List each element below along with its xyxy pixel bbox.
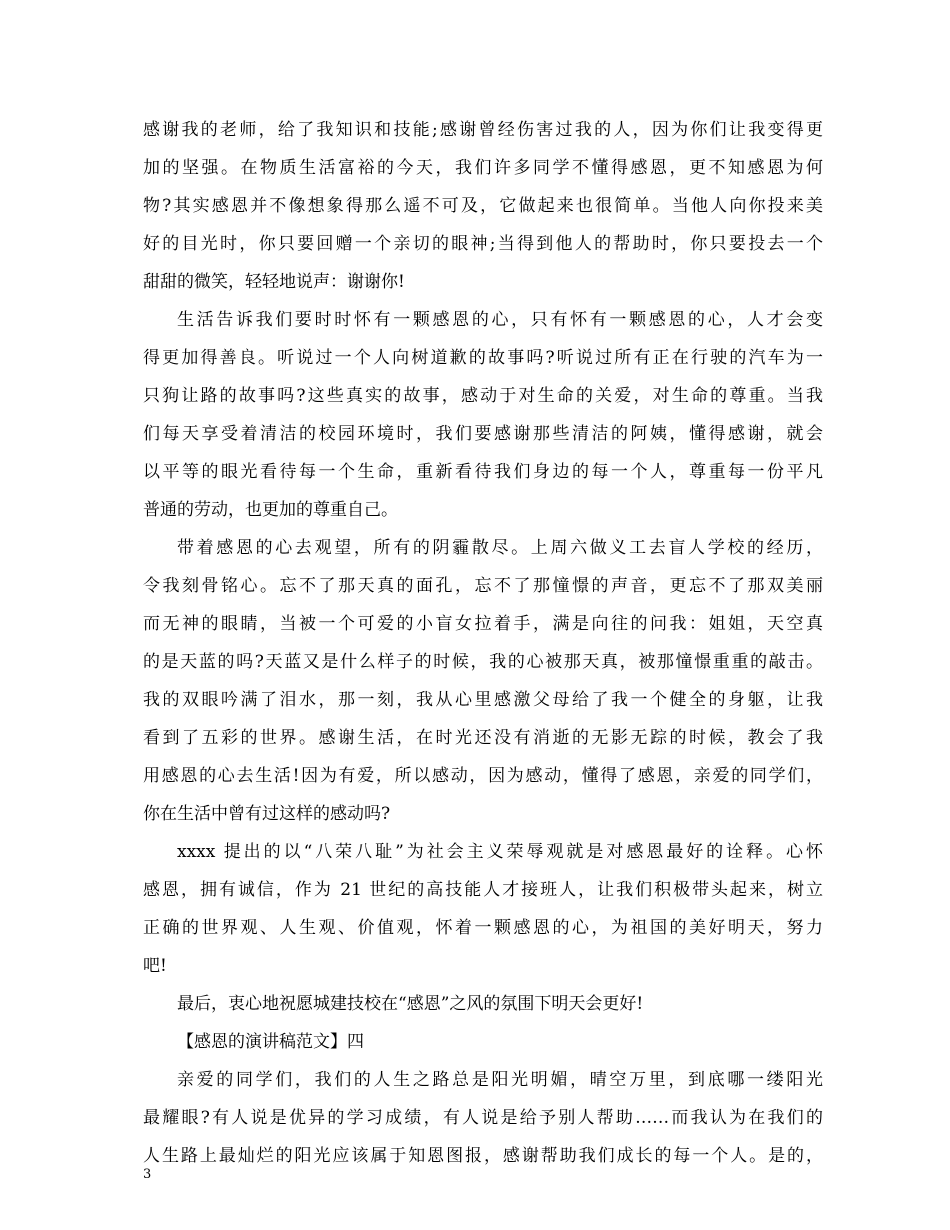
section-heading: 【感恩的演讲稿范文】四	[177, 1032, 364, 1052]
text-line: 最耀眼?有人说是优异的学习成绩，有人说是给予别人帮助……而我认为在我们的	[143, 1108, 823, 1128]
text-line: 好的目光时，你只要回赠一个亲切的眼神;当得到他人的帮助时，你只要投去一个	[143, 234, 823, 254]
text-line: 正确的世界观、人生观、价值观，怀着一颗感恩的心，为祖国的美好明天，努力	[143, 918, 823, 938]
text-line: 生活告诉我们要时时怀有一颗感恩的心，只有怀有一颗感恩的心，人才会变	[177, 310, 823, 330]
text-line: 吧!	[143, 956, 167, 976]
text-line: 用感恩的心去生活!因为有爱，所以感动，因为感动，懂得了感恩，亲爱的同学们，	[143, 766, 823, 786]
text-line: 物?其实感恩并不像想象得那么遥不可及，它做起来也很简单。当他人向你投来美	[143, 196, 823, 216]
text-line: 甜甜的微笑，轻轻地说声：谢谢你!	[143, 272, 405, 292]
text-line: 普通的劳动，也更加的尊重自己。	[143, 500, 398, 520]
text-line: 只狗让路的故事吗?这些真实的故事，感动于对生命的关爱，对生命的尊重。当我	[143, 386, 823, 406]
text-line: 最后，衷心地祝愿城建技校在“感恩”之风的氛围下明天会更好!	[177, 994, 644, 1014]
text-line: 感谢我的老师，给了我知识和技能;感谢曾经伤害过我的人，因为你们让我变得更	[143, 120, 823, 140]
text-line: 带着感恩的心去观望，所有的阴霾散尽。上周六做义工去盲人学校的经历，	[177, 538, 823, 558]
text-line: 加的坚强。在物质生活富裕的今天，我们许多同学不懂得感恩，更不知感恩为何	[143, 158, 823, 178]
text-line: 人生路上最灿烂的阳光应该属于知恩图报，感谢帮助我们成长的每一个人。是的，	[143, 1146, 823, 1166]
text-line: 令我刻骨铭心。忘不了那天真的面孔，忘不了那憧憬的声音，更忘不了那双美丽	[143, 576, 823, 596]
text-line: 以平等的眼光看待每一个生命，重新看待我们身边的每一个人，尊重每一份平凡	[143, 462, 823, 482]
text-line: 得更加得善良。听说过一个人向树道歉的故事吗?听说过所有正在行驶的汽车为一	[143, 348, 823, 368]
text-line: 而无神的眼睛，当被一个可爱的小盲女拉着手，满是向往的问我：姐姐，天空真	[143, 614, 823, 634]
text-line: 你在生活中曾有过这样的感动吗?	[143, 804, 391, 824]
text-line: 感恩，拥有诚信，作为 21 世纪的高技能人才接班人，让我们积极带头起来，树立	[143, 880, 823, 900]
text-line: 的是天蓝的吗?天蓝又是什么样子的时候，我的心被那天真，被那憧憬重重的敲击。	[143, 652, 823, 672]
text-line: 我的双眼吟满了泪水，那一刻，我从心里感激父母给了我一个健全的身躯，让我	[143, 690, 823, 710]
text-line: 们每天享受着清洁的校园环境时，我们要感谢那些清洁的阿姨，懂得感谢，就会	[143, 424, 823, 444]
text-line: 看到了五彩的世界。感谢生活，在时光还没有消逝的无影无踪的时候，教会了我	[143, 728, 823, 748]
page-number: 3	[143, 1167, 152, 1182]
text-line: 亲爱的同学们，我们的人生之路总是阳光明媚，晴空万里，到底哪一缕阳光	[177, 1070, 823, 1090]
text-line: xxxx 提出的以“八荣八耻”为社会主义荣辱观就是对感恩最好的诠释。心怀	[177, 842, 823, 862]
